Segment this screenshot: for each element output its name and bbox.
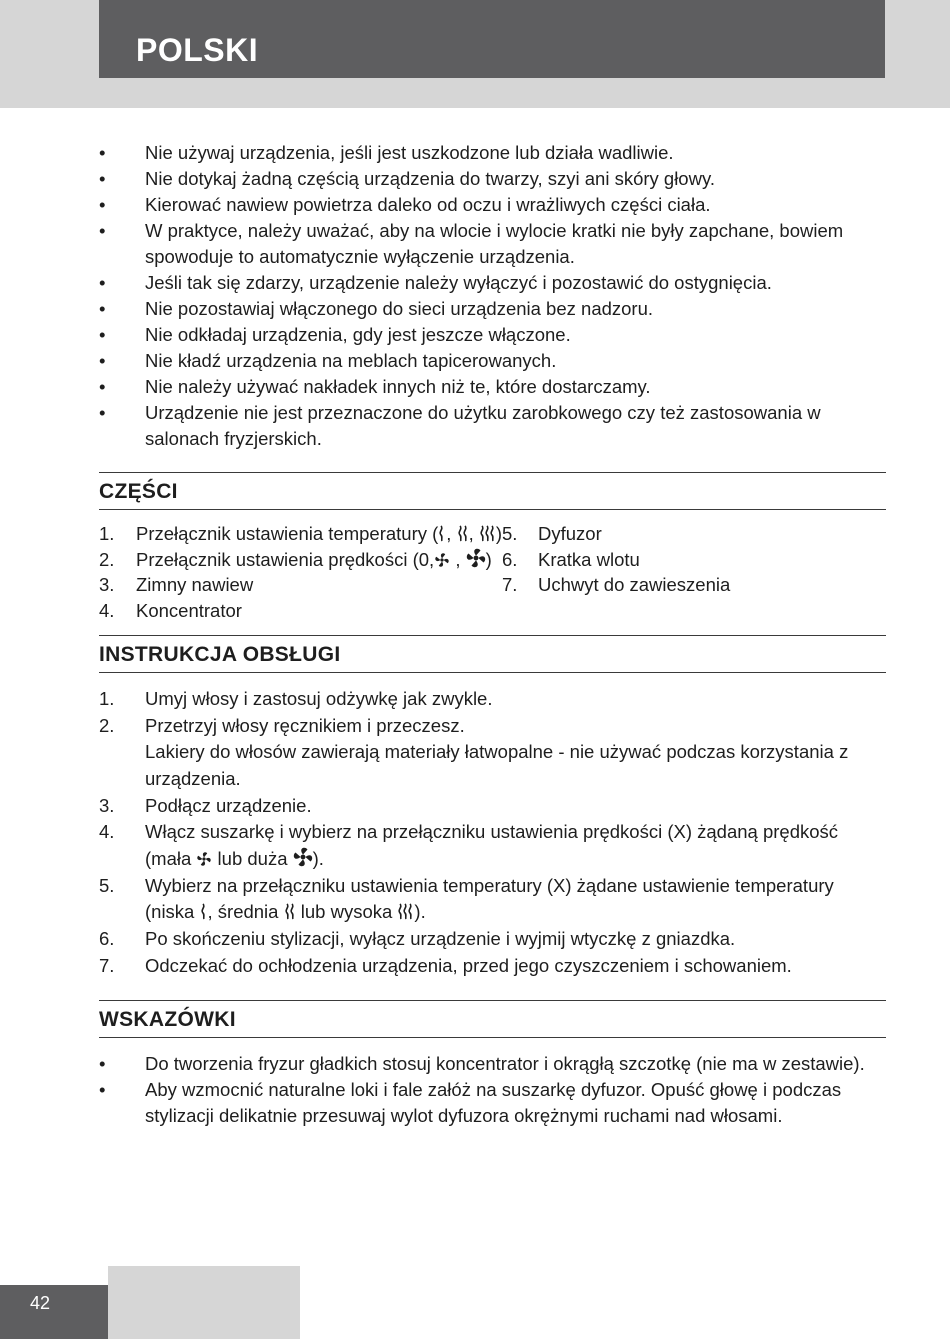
tips-heading: WSKAZÓWKI (99, 1000, 886, 1038)
list-item: • Nie pozostawiaj włączonego do sieci urządzenia bez nadzoru. (99, 296, 886, 322)
step-number: 2. (99, 714, 115, 736)
list-item: • Kierować nawiew powietrza daleko od oczu i wrażliwych części ciała. (99, 192, 886, 218)
step-number: 1. (99, 687, 115, 709)
list-item (99, 598, 502, 624)
item-text: Przełącznik ustawienia temperatury ( (136, 523, 439, 544)
safety-list (99, 140, 886, 452)
step-text: Przetrzyj włosy ręcznikiem i przeczesz. (145, 714, 465, 736)
heat-medium-icon (457, 524, 469, 542)
parts-column-right (502, 521, 730, 624)
step-text: Umyj włosy i zastosuj odżywkę jak zwykle. (145, 687, 493, 709)
list-item (99, 926, 886, 953)
item-text: Koncentrator (136, 600, 242, 622)
item-number: 5. (502, 523, 518, 544)
step-text: Wybierz na przełączniku ustawienia temperatury (X) żądane ustawienie temperatury (niska (145, 874, 834, 923)
fan-high-icon (293, 847, 313, 867)
list-item (502, 572, 730, 598)
step-text: Włącz suszarkę i wybierz na przełączniku ustawienia prędkości (X) żądaną prędkość (mała (145, 821, 839, 870)
parts-list (99, 521, 886, 624)
step-number: 5. (99, 874, 115, 896)
list-item: • Nie należy używać nakładek innych niż te, które dostarczamy. (99, 374, 886, 400)
page-number-box (0, 1285, 108, 1339)
list-item (99, 953, 886, 980)
list-item: • Do tworzenia fryzur gładkich stosuj koncentrator i okrągłą szczotkę (nie ma w zestawie). (99, 1051, 886, 1077)
instructions-heading: INSTRUKCJA OBSŁUGI (99, 635, 886, 673)
list-item (502, 521, 730, 547)
list-item: • Aby wzmocnić naturalne loki i fale załóż na suszarkę dyfuzor. Opuść głowę i podczas stylizacji delikatnie przesuwaj wylot dyfuzora okrężnymi ruchami nad włosami. (99, 1077, 886, 1129)
fan-low-icon (196, 851, 212, 867)
step-warning-note: Lakiery do włosów zawierają materiały łatwopalne - nie używać podczas korzystania z urządzenia. (145, 741, 849, 789)
heat-high-icon (479, 524, 496, 542)
item-text: Uchwyt do zawieszenia (538, 574, 731, 596)
tips-list (99, 1051, 886, 1129)
list-item: • W praktyce, należy uważać, aby na wlocie i wylocie kratki nie były zapchane, bowiem spowoduje to automatycznie wyłączenie urządzenia. (99, 218, 886, 270)
page-number: 42 (30, 1293, 51, 1313)
list-item: • Nie odkładaj urządzenia, gdy jest jeszcze włączone. (99, 322, 886, 348)
heat-medium-icon (284, 902, 296, 920)
step-number: 6. (99, 928, 115, 950)
list-item: • Nie kładź urządzenia na meblach tapicerowanych. (99, 348, 886, 374)
fan-high-icon (466, 548, 486, 568)
item-text: Przełącznik ustawienia prędkości (0, (136, 548, 435, 570)
step-text: lub duża (217, 848, 288, 870)
heat-low-icon (200, 902, 208, 920)
language-title: POLSKI (136, 32, 259, 68)
list-item: • Nie dotykaj żadną częścią urządzenia do twarzy, szyi ani skóry głowy. (99, 166, 886, 192)
step-text: Podłącz urządzenie. (145, 794, 312, 816)
step-number: 3. (99, 794, 115, 816)
list-item: 2. Przełącznik ustawienia prędkości (0, , ) (99, 547, 502, 573)
item-text: Dyfuzor (538, 523, 602, 544)
item-text: Zimny nawiew (136, 574, 254, 596)
fan-low-icon (434, 552, 450, 568)
list-item (502, 547, 730, 573)
page-content (99, 140, 886, 1129)
footer-band (108, 1266, 300, 1339)
item-number: 6. (502, 548, 518, 570)
step-text: ). (414, 901, 426, 923)
item-number: 2. (99, 548, 115, 570)
item-number: 3. (99, 574, 115, 596)
step-text: Odczekać do ochłodzenia urządzenia, przed jego czyszczeniem i schowaniem. (145, 954, 792, 976)
heat-high-icon (397, 902, 414, 920)
parts-column-left (99, 521, 502, 624)
item-text-end: ) (485, 548, 492, 570)
list-item: • Nie używaj urządzenia, jeśli jest uszkodzone lub działa wadliwie. (99, 140, 886, 166)
list-item (99, 819, 886, 872)
list-item (99, 793, 886, 820)
list-item (99, 713, 886, 793)
list-item: • Urządzenie nie jest przeznaczone do użytku zarobkowego czy też zastosowania w salonach fryzjerskich. (99, 400, 886, 452)
item-text-end: ) (495, 523, 503, 544)
step-text: lub wysoka (300, 901, 393, 923)
step-text: ). (312, 848, 324, 870)
list-item (99, 686, 886, 713)
step-text: Po skończeniu stylizacji, wyłącz urządzenie i wyjmij wtyczkę z gniazdka. (145, 928, 736, 950)
list-item (99, 873, 886, 926)
parts-heading: CZĘŚCI (99, 472, 886, 510)
heat-low-icon (438, 524, 446, 542)
language-bar (99, 0, 885, 78)
item-number: 7. (502, 574, 518, 596)
item-number: 4. (99, 600, 115, 622)
list-item (99, 572, 502, 598)
step-text: , średnia (207, 901, 279, 923)
list-item: • Jeśli tak się zdarzy, urządzenie należy wyłączyć i pozostawić do ostygnięcia. (99, 270, 886, 296)
step-number: 4. (99, 821, 115, 843)
step-number: 7. (99, 954, 115, 976)
list-item: 1. Przełącznik ustawienia temperatury ( , , ) (99, 521, 502, 547)
item-text: Kratka wlotu (538, 548, 640, 570)
item-number: 1. (99, 523, 115, 544)
instructions-list (99, 686, 886, 980)
